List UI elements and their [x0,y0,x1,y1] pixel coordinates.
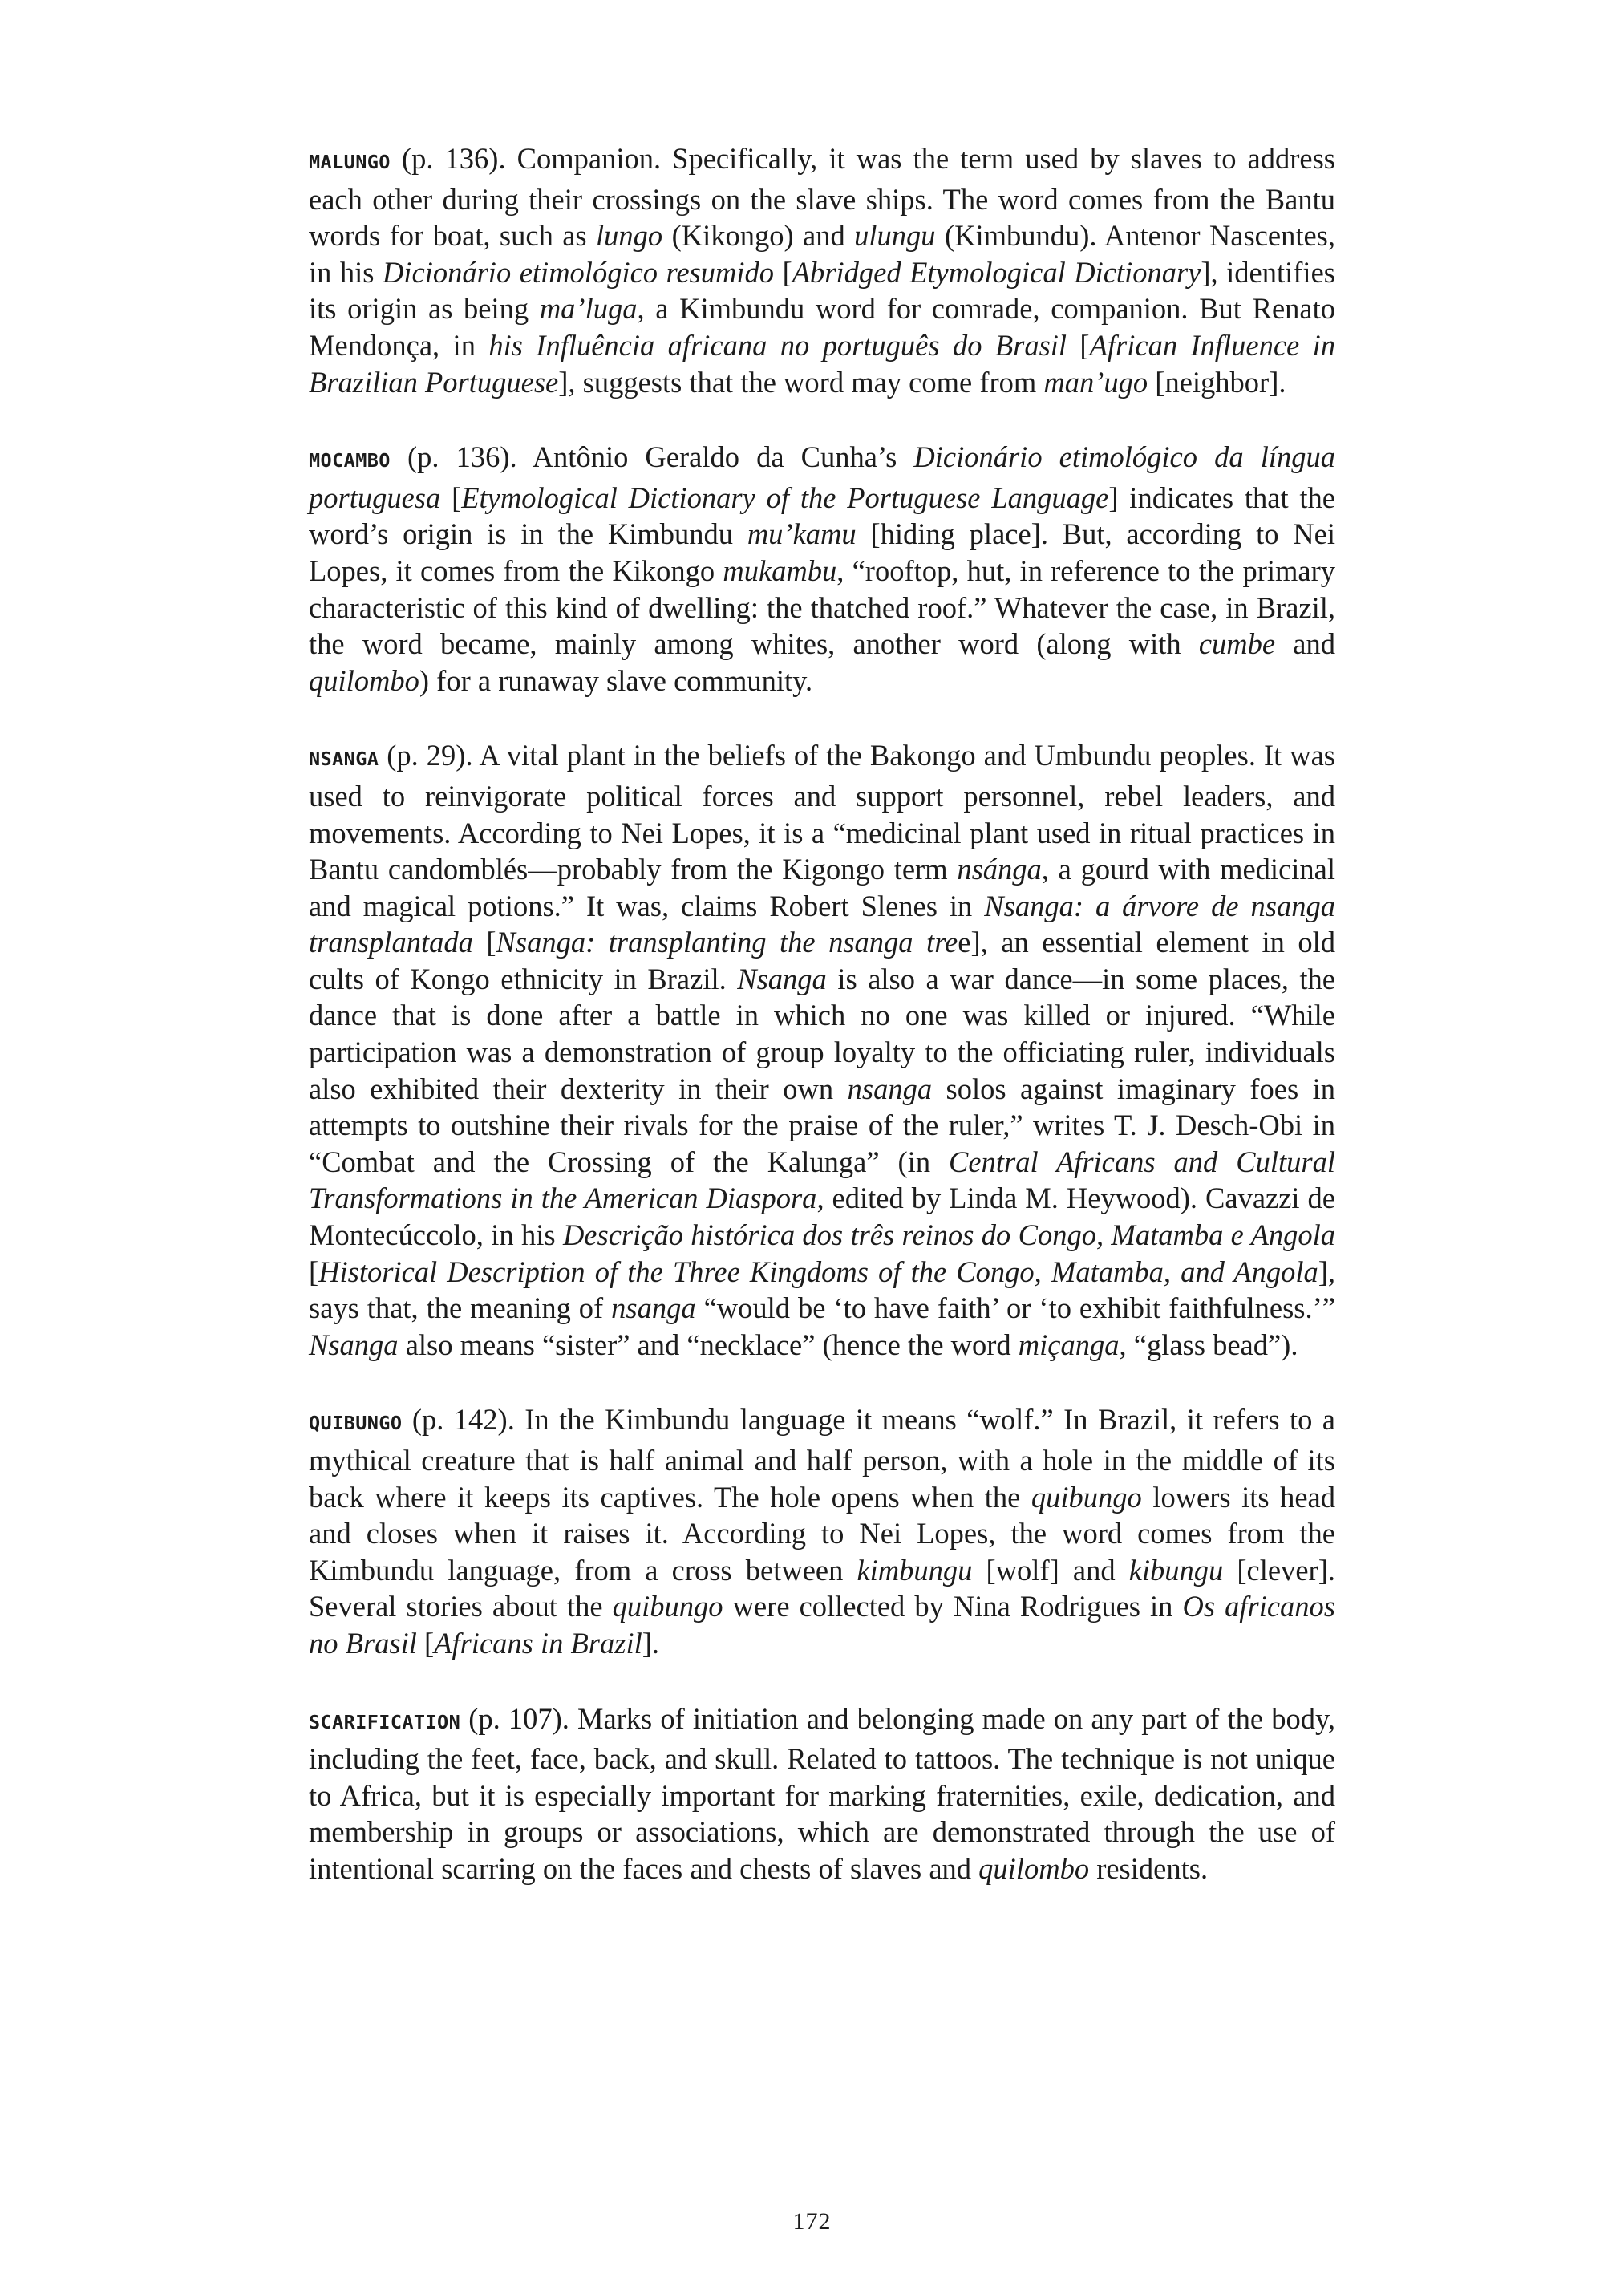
glossary-entry-malungo: MALUNGO (p. 136). Companion. Specifically, it was the term used by slaves to address each other during their crossings on the slave ships. The word comes from the Bantu words for boat, such as lungo (Kikongo) and ulungu (Kimbundu). Antenor Nascentes, in his Dicionário etimológico resumido [Abridged Etymological Dictionary], identifies its origin as being ma’luga, a Kimbundu word for comrade, companion. But Renato Mendonça, in his Influência africana no português do Brasil [African Influence in Brazilian Portuguese], suggests that the word may come from man’ugo [neighbor]. [309,142,1335,399]
entry-term: NSANGA [309,748,379,771]
entry-term: MOCAMBO [309,449,391,472]
entry-term: SCARIFICATION [309,1710,461,1733]
glossary-entry-nsanga: NSANGA (p. 29). A vital plant in the beliefs of the Bakongo and Umbundu peoples. It was used to reinvigorate political forces and support personnel, rebel leaders, and movements. According to Nei Lopes, it is a “medicinal plant used in ritual practices in Bantu candomblés—probably from the Kigongo term nsánga, a gourd with medicinal and magical potions.” It was, claims Robert Slenes in Nsanga: a árvore de nsanga transplantada [Nsanga: transplanting the nsanga tree], an essential element in old cults of Kongo ethnicity in Brazil. Nsanga is also a war dance—in some places, the dance that is done after a battle in which no one was killed or injured. “While participation was a demonstration of group loyalty to the officiating ruler, individuals also exhibited their dexterity in their own nsanga solos against imaginary foes in attempts to outshine their rivals for the praise of the ruler,” writes T. J. Desch-Obi in “Combat and the Crossing of the Kalunga” (in Central Africans and Cultural Transformations in the American Diaspora, edited by Linda M. Heywood). Cavazzi de Montecúccolo, in his Descrição histórica dos três reinos do Congo, Matamba e Angola [Historical Description of the Three Kingdoms of the Congo, Matamba, and Angola], says that, the meaning of nsanga “would be ‘to have faith’ or ‘to exhibit faithfulness.’” Nsanga also means “sister” and “necklace” (hence the word miçanga, “glass bead”). [309,739,1336,1361]
glossary-entry-mocambo: MOCAMBO (p. 136). Antônio Geraldo da Cunha’s Dicionário etimológico da língua portuguesa [Etymological Dictionary of the Portuguese Language] indicates that the word’s origin is in the Kimbundu mu’kamu [hiding place]. But, according to Nei Lopes, it comes from the Kikongo mukambu, “rooftop, hut, in reference to the primary characteristic of this kind of dwelling: the thatched roof.” Whatever the case, in Brazil, the word became, mainly among whites, another word (along with cumbe and quilombo) for a runaway slave community. [309,440,1336,697]
glossary-entry-scarification: SCARIFICATION (p. 107). Marks of initiation and belonging made on any part of the body, including the feet, face, back, and skull. Related to tattoos. The technique is not unique to Africa, but it is especially important for marking fraternities, exile, dedication, and membership in groups or associations, which are demonstrated through the use of intentional scarring on the faces and chests of slaves and quilombo residents. [309,1701,1335,1885]
page-number: 172 [792,2208,832,2235]
entry-term: QUIBUNGO [309,1412,403,1435]
entry-term: MALUNGO [309,151,391,173]
glossary-entry-quibungo: QUIBUNGO (p. 142). In the Kimbundu language it means “wolf.” In Brazil, it refers to a mythical creature that is half animal and half person, with a hole in the middle of its back where it keeps its captives. The hole opens when the quibungo lowers its head and closes when it raises it. According to Nei Lopes, the word comes from the Kimbundu language, from a cross between kimbungu [wolf] and kibungu [clever]. Several stories about the quibungo were collected by Nina Rodrigues in Os africanos no Brasil [Africans in Brazil]. [309,1403,1335,1660]
glossary-text-block [309,140,1335,1926]
